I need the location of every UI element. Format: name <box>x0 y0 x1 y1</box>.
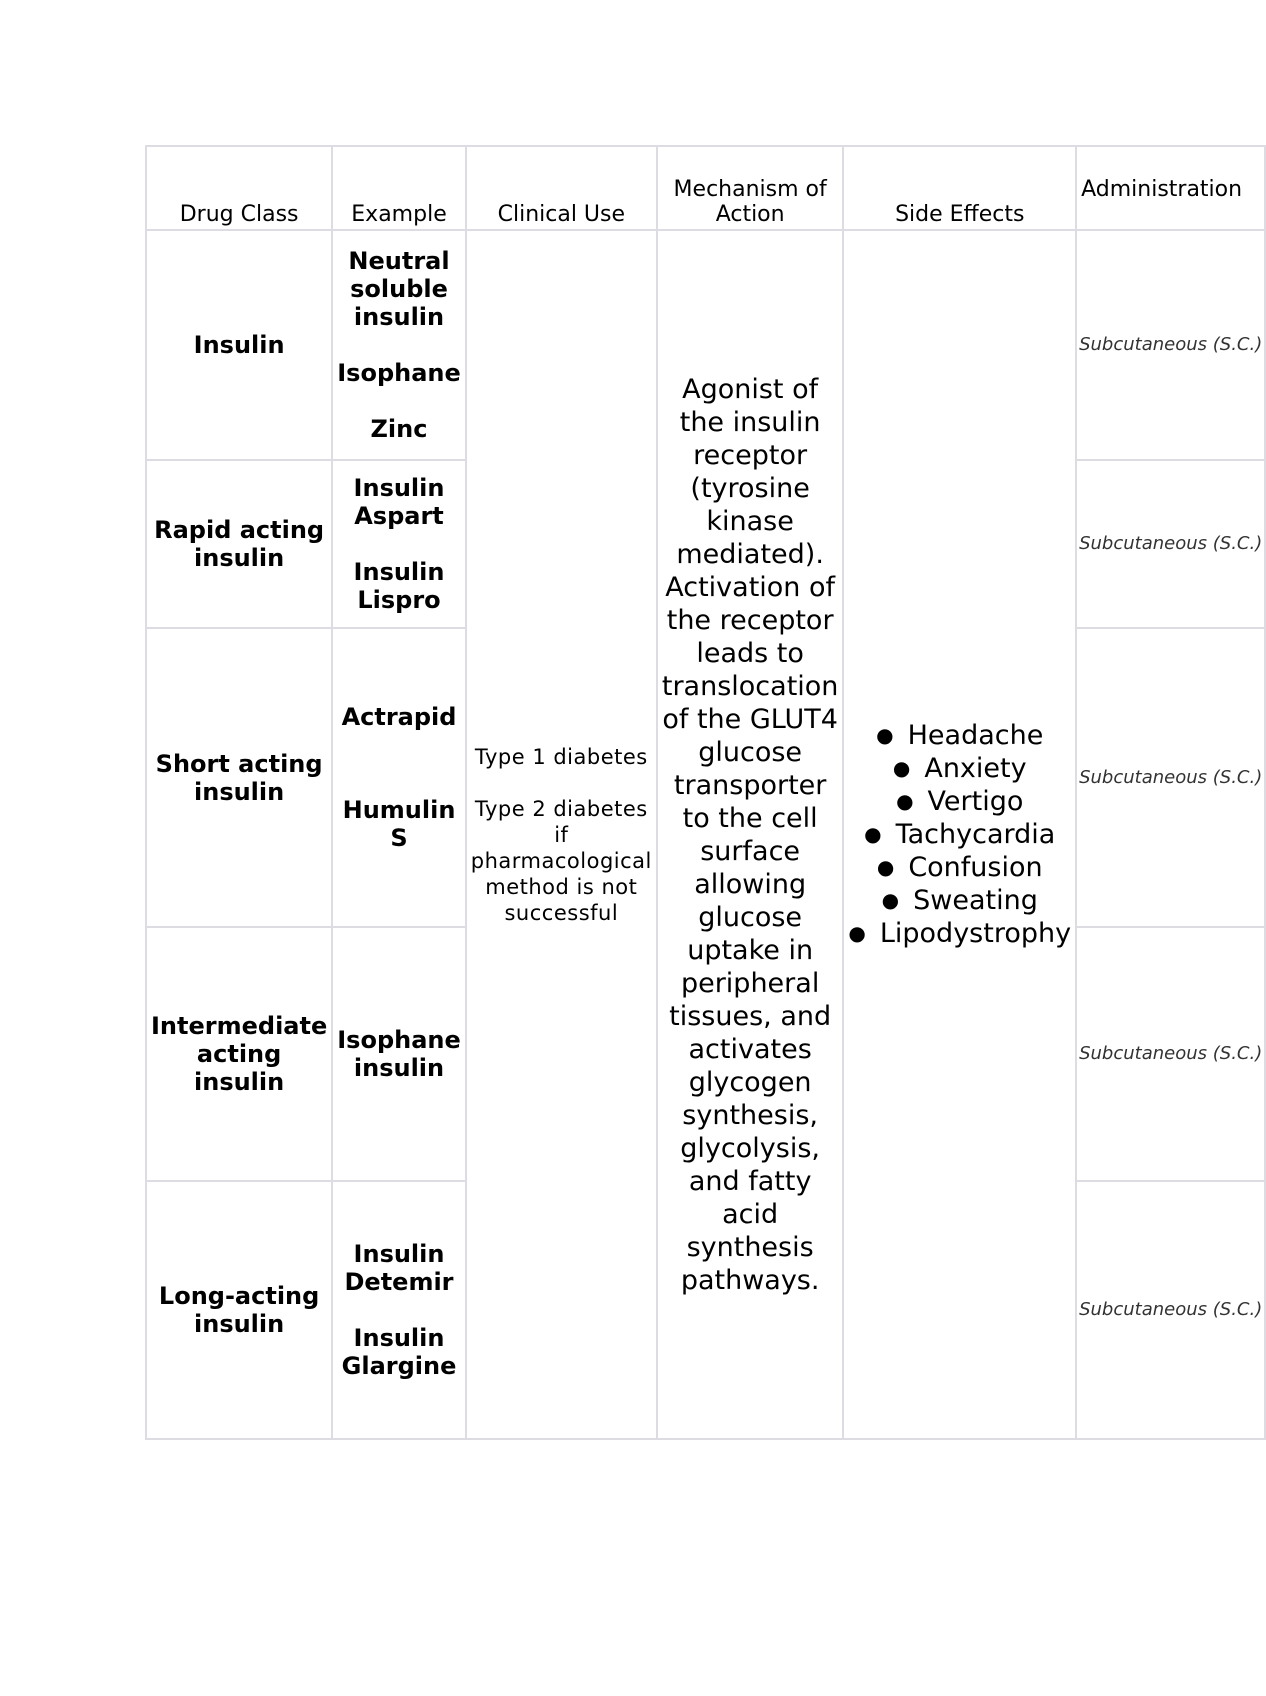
clinical-use-item: Type 1 diabetes <box>474 744 648 769</box>
administration-cell: Subcutaneous (S.C.) <box>1076 927 1265 1181</box>
example-item: Insulin Detemir <box>344 1240 454 1296</box>
side-effect-item: ● Vertigo <box>896 786 1024 817</box>
drug-class-cell: Rapid acting insulin <box>146 460 332 628</box>
example-item: Actrapid <box>341 703 457 731</box>
side-effect-item: ● Anxiety <box>892 753 1027 784</box>
administration-cell: Subcutaneous (S.C.) <box>1076 628 1265 927</box>
drug-class-cell: Insulin <box>146 230 332 460</box>
example-item: Zinc <box>370 415 428 443</box>
bullet-icon: ● <box>876 723 894 747</box>
header-administration: Administration <box>1076 146 1265 230</box>
side-effect-item: ● Confusion <box>876 852 1043 883</box>
header-drug-class: Drug Class <box>146 146 332 230</box>
example-item: Isophane insulin <box>337 1026 461 1082</box>
bullet-icon: ● <box>896 789 914 813</box>
example-cell <box>332 460 466 628</box>
bullet-icon: ● <box>848 921 866 945</box>
administration-cell: Subcutaneous (S.C.) <box>1076 460 1265 628</box>
mechanism-cell: Agonist of the insulin receptor (tyrosine kinase mediated). Activation of the receptor leads to translocation of the GLUT4 glucose transporter to the cell surface allowing glucose uptake in peripheral tissues, and activates glycogen synthesis, glycolysis, and fatty acid synthesis pathways. <box>657 230 844 1439</box>
header-mechanism: Mechanism of Action <box>657 146 844 230</box>
drug-table <box>145 145 1266 1440</box>
table-row <box>146 230 1265 460</box>
bullet-icon: ● <box>864 822 882 846</box>
header-side-effects: Side Effects <box>843 146 1076 230</box>
bullet-icon: ● <box>881 888 900 912</box>
side-effects-cell <box>843 230 1076 1439</box>
drug-class-cell: Short acting insulin <box>146 628 332 927</box>
header-row <box>146 146 1265 230</box>
example-item: Neutral soluble insulin <box>348 247 450 331</box>
side-effect-item: ● Headache <box>876 720 1044 751</box>
example-cell <box>332 230 466 460</box>
administration-cell: Subcutaneous (S.C.) <box>1076 230 1265 460</box>
side-effect-item: ● Tachycardia <box>864 819 1056 850</box>
bullet-icon: ● <box>892 756 911 780</box>
example-cell <box>332 1181 466 1439</box>
side-effects-list <box>848 719 1071 950</box>
side-effect-item: ● Lipodystrophy <box>848 918 1072 949</box>
example-item: Insulin Aspart <box>353 474 445 530</box>
example-item: Isophane <box>337 359 461 387</box>
clinical-use-item: Type 2 diabetes if pharmacological method is not successful <box>470 796 652 925</box>
header-example: Example <box>332 146 466 230</box>
side-effect-item: ● Sweating <box>881 885 1038 916</box>
header-clinical-use: Clinical Use <box>466 146 657 230</box>
drug-class-cell: Intermediate acting insulin <box>146 927 332 1181</box>
example-item: Insulin Lispro <box>353 558 445 614</box>
example-cell <box>332 628 466 927</box>
example-cell <box>332 927 466 1181</box>
example-item: Humulin S <box>342 796 456 852</box>
administration-cell: Subcutaneous (S.C.) <box>1076 1181 1265 1439</box>
clinical-use-cell <box>466 230 657 1439</box>
example-item: Insulin Glargine <box>341 1324 457 1380</box>
bullet-icon: ● <box>876 855 895 879</box>
drug-class-cell: Long-acting insulin <box>146 1181 332 1439</box>
